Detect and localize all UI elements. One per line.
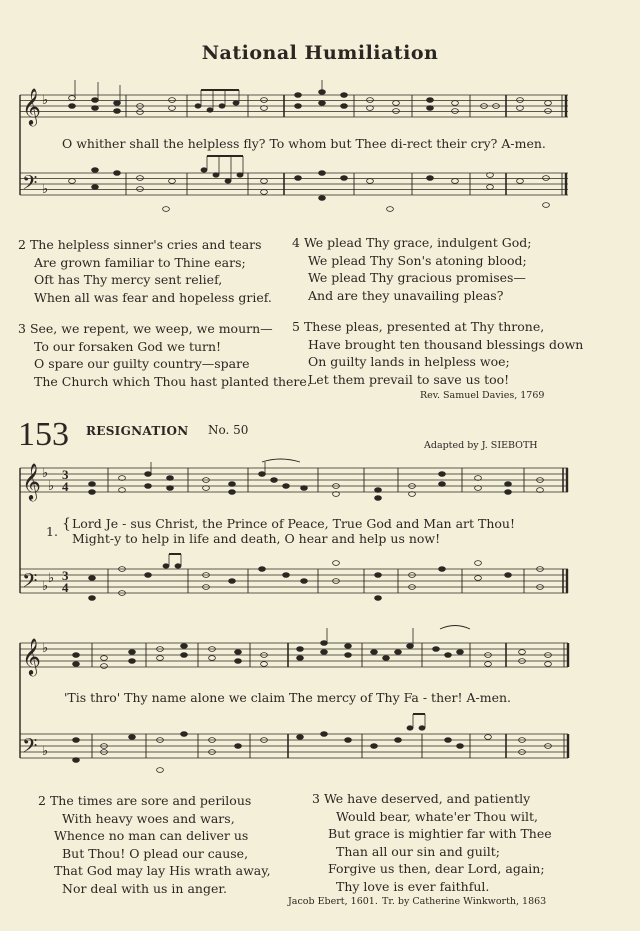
verse-line: And are they unavailing pleas? bbox=[308, 287, 504, 303]
flat-sign: ♭ bbox=[42, 466, 49, 481]
verse-line: We plead Thy Son's atoning blood; bbox=[308, 252, 527, 268]
verse-line: We plead Thy grace, indulgent God; bbox=[303, 235, 532, 250]
treble-clef: 𝄞 bbox=[22, 637, 41, 675]
verse-5 bbox=[292, 318, 583, 388]
verse-number: 5 bbox=[292, 319, 300, 334]
time-sig-top: 3 bbox=[62, 568, 69, 583]
time-sig-top: 3 bbox=[62, 467, 69, 482]
verse-line: These pleas, presented at Thy throne, bbox=[303, 319, 545, 334]
verse-4 bbox=[292, 234, 531, 304]
treble-clef: 𝄞 bbox=[22, 87, 41, 125]
verse-line: O spare our guilty country—spare bbox=[34, 356, 250, 371]
flat-sign: ♭ bbox=[42, 182, 49, 197]
lyric-line: Might-y to help in life and death, O hear and help us now! bbox=[72, 531, 441, 546]
verse-line: The Church which Thou hast planted there. bbox=[34, 373, 311, 389]
verse-line: See, we repent, we weep, we mourn— bbox=[29, 321, 273, 336]
verse-line: Than all our sin and guilt; bbox=[336, 843, 501, 859]
verse-line: We have deserved, and patiently bbox=[323, 791, 531, 806]
translator-credit: Tr. by Catherine Winkworth, 1863 bbox=[382, 896, 547, 907]
flat-sign: ♭ bbox=[42, 641, 49, 656]
verse-line: The helpless sinner's cries and tears bbox=[29, 237, 262, 252]
verse-2 bbox=[38, 792, 271, 897]
hymn-number: 153 bbox=[18, 416, 69, 453]
verse-line: Thy love is ever faithful. bbox=[336, 878, 490, 894]
verse-line: On guilty lands in helpless woe; bbox=[308, 354, 510, 369]
verse-line: Oft has Thy mercy sent relief, bbox=[34, 272, 223, 287]
verse-line: Let them prevail to save us too! bbox=[308, 371, 510, 387]
hymn-title: National Humiliation bbox=[201, 42, 439, 64]
flat-sign: ♭ bbox=[42, 579, 49, 594]
adapted-credit: Adapted by J. SIEBOTH bbox=[424, 440, 538, 451]
verse-3 bbox=[312, 790, 552, 895]
brace-open: { bbox=[62, 516, 71, 532]
flat-sign: ♭ bbox=[42, 744, 49, 759]
verse-mark: 1. bbox=[46, 524, 58, 539]
verse-line: Are grown familiar to Thine ears; bbox=[34, 254, 246, 270]
verse-number: 4 bbox=[292, 235, 300, 250]
verse-number: 2 bbox=[18, 237, 26, 252]
staff-bass-2 bbox=[20, 569, 568, 593]
lyric-line: 'Tis thro' Thy name alone we claim The mercy of Thy Fa - ther! A-men. bbox=[64, 690, 512, 705]
verse-line: With heavy woes and wars, bbox=[62, 810, 235, 826]
tune-number: No. 50 bbox=[208, 423, 249, 437]
author-credit: Rev. Samuel Davies, 1769 bbox=[420, 390, 545, 401]
bass-clef: 𝄢 bbox=[22, 171, 38, 199]
verse-line: But Thou! O plead our cause, bbox=[62, 845, 249, 861]
verse-line: The times are sore and perilous bbox=[49, 793, 252, 808]
verse-number: 2 bbox=[38, 793, 46, 808]
verse-line: Would bear, whate'er Thou wilt, bbox=[336, 808, 538, 824]
flat-sign: ♭ bbox=[48, 571, 55, 586]
time-sig-bottom: 4 bbox=[62, 479, 69, 494]
lyric-line: O whither shall the helpless fly? To whom but Thee di-rect their cry? A-men. bbox=[62, 136, 546, 151]
stems bbox=[75, 80, 425, 728]
verse-number: 3 bbox=[312, 791, 320, 806]
treble-clef: 𝄞 bbox=[22, 462, 41, 500]
verse-line: To our forsaken God we turn! bbox=[34, 338, 222, 354]
flat-sign: ♭ bbox=[42, 93, 49, 108]
lyric-line: Lord Je - sus Christ, the Prince of Peace, True God and Man art Thou! bbox=[72, 516, 515, 531]
verse-line: Forgive us then, dear Lord, again; bbox=[328, 861, 545, 876]
bass-clef: 𝄢 bbox=[22, 569, 38, 597]
staff-treble-3 bbox=[20, 643, 568, 667]
verse-2 bbox=[18, 236, 272, 306]
tune-name: RESIGNATION bbox=[86, 424, 189, 438]
flat-sign: ♭ bbox=[48, 479, 55, 494]
verse-line: Have brought ten thousand blessings down bbox=[308, 336, 584, 352]
staff-bass-1 bbox=[20, 173, 568, 195]
verse-3 bbox=[18, 320, 311, 390]
verse-line: Nor deal with us in anger. bbox=[62, 880, 227, 896]
verse-line: We plead Thy gracious promises— bbox=[308, 270, 526, 285]
verse-line: But grace is mightier far with Thee bbox=[328, 826, 552, 841]
verse-line: That God may lay His wrath away, bbox=[54, 863, 271, 878]
author-credit: Jacob Ebert, 1601. bbox=[288, 896, 378, 907]
bass-clef: 𝄢 bbox=[22, 734, 38, 762]
time-sig-bottom: 4 bbox=[62, 580, 69, 595]
verse-line: Whence no man can deliver us bbox=[54, 828, 249, 843]
verse-line: When all was fear and hopeless grief. bbox=[34, 289, 272, 305]
verse-number: 3 bbox=[18, 321, 26, 336]
staff-treble-1 bbox=[20, 95, 568, 117]
staff-treble-2 bbox=[20, 468, 568, 492]
